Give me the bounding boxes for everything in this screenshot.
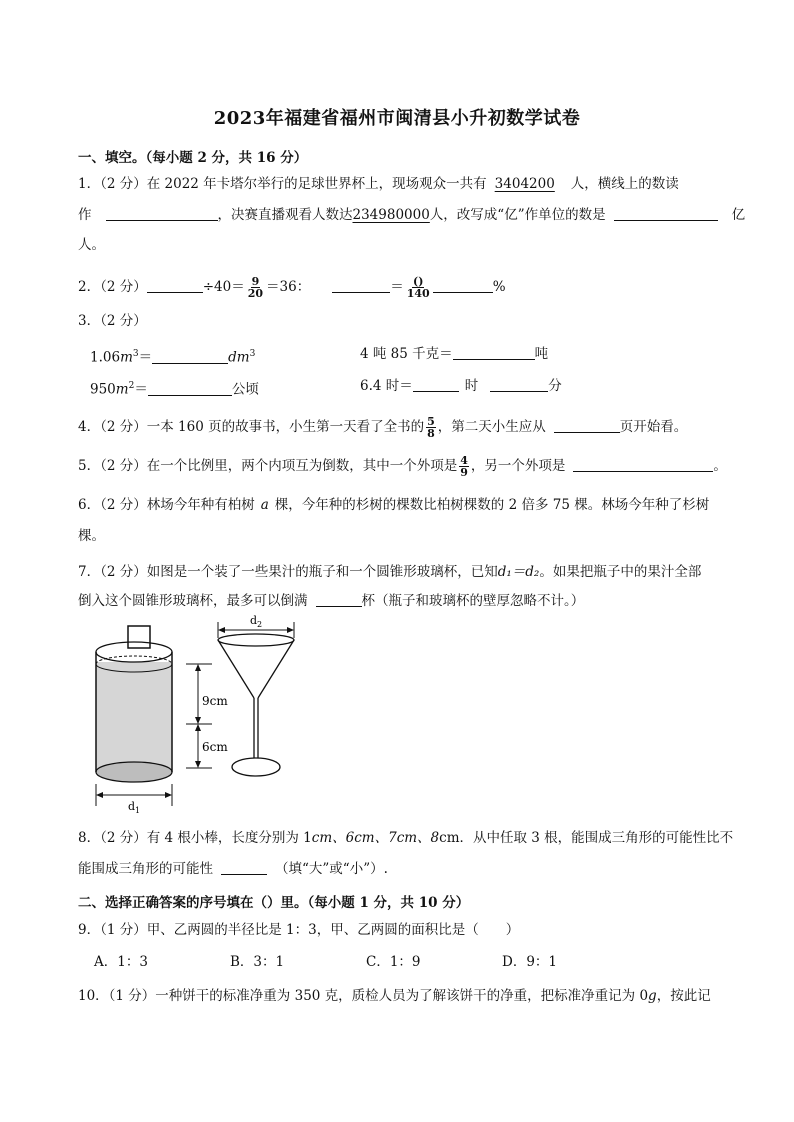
fraction-blank-140: $\frac{()}{140}$ <box>406 275 430 300</box>
bottle-bottom <box>96 762 172 782</box>
bottle-neck <box>128 626 150 648</box>
question-7-line-2: 倒入这个圆锥形玻璃杯，最多可以倒满 杯（瓶子和玻璃杯的壁厚忽略不计。） <box>78 593 585 609</box>
height-label-6cm: 6cm <box>202 740 228 754</box>
question-3-item-d: 6.4 时＝ 时 分 <box>360 378 562 394</box>
answer-blank[interactable] <box>152 349 228 364</box>
number-3404200: 3404200 <box>494 176 555 192</box>
question-1-line-1: 1．（2 分）在 2022 年卡塔尔举行的足球世界杯上，现场观众一共有 3404200 人，横线上的数读 <box>78 176 679 192</box>
question-5: 5．（2 分）在一个比例里，两个内项互为倒数，其中一个外项是 $\frac{4}{9}$ ，另一个外项是 。 <box>78 454 727 479</box>
answer-blank[interactable] <box>614 206 718 221</box>
answer-blank[interactable] <box>332 278 390 293</box>
answer-blank[interactable] <box>148 381 232 396</box>
answer-blank[interactable] <box>106 206 218 221</box>
question-8-line-2: 能围成三角形的可能性 （填“大”或“小”）. <box>78 861 388 877</box>
d2-label: $d_2$ <box>250 614 263 629</box>
question-9: 9．（1 分）甲、乙两圆的半径比是 1：3，甲、乙两圆的面积比是（ ） <box>78 922 520 938</box>
question-3-item-b: 4 吨 85 千克＝ 吨 <box>360 346 549 362</box>
question-1-line-3: 人。 <box>78 237 105 253</box>
option-d[interactable]: D．9：1 <box>502 954 558 970</box>
question-10-line-1: 10．（1 分）一种饼干的标准净重为 350 克，质检人员为了解该饼干的净重，把标准净重记为 0g，按此记 <box>78 988 711 1004</box>
answer-blank[interactable] <box>413 377 459 392</box>
section-1-heading: 一、填空。（每小题 2 分，共 16 分） <box>78 150 308 166</box>
bottle-top-front <box>96 652 172 662</box>
question-3-item-a: $1.06m^3= dm^3$ <box>90 349 256 366</box>
section-2-heading: 二、选择正确答案的序号填在（）里。（每小题 1 分，共 10 分） <box>78 895 470 911</box>
answer-blank[interactable] <box>573 457 713 472</box>
question-8-line-1: 8．（2 分）有 4 根小棒，长度分别为 1cm、6cm、7cm、8cm．从中任取 3 根，能围成三角形的可能性比不 <box>78 830 734 846</box>
option-a[interactable]: A．1：3 <box>94 954 148 970</box>
bottle-and-cone-figure <box>90 612 310 822</box>
d1-label: $d_1$ <box>128 800 141 815</box>
answer-blank[interactable] <box>316 592 362 607</box>
cone-rim <box>218 634 294 646</box>
answer-blank[interactable] <box>433 278 493 293</box>
fraction-4-9: $\frac{4}{9}$ <box>460 454 468 479</box>
question-4: 4．（2 分）一本 160 页的故事书，小生第一天看了全书的 $\frac{5}{8}$ ，第二天小生应从 页开始看。 <box>78 415 688 440</box>
fraction-5-8: $\frac{5}{8}$ <box>427 415 435 440</box>
option-c[interactable]: C．1：9 <box>366 954 421 970</box>
question-6-line-1: 6．（2 分）林场今年种有柏树 a 棵，今年种的杉树的棵数比柏树棵数的 2 倍多 75 棵。林场今年种了杉树 <box>78 497 710 513</box>
question-3-item-c: $950m^2=$ 公顷 <box>90 381 259 398</box>
answer-blank[interactable] <box>147 278 203 293</box>
height-label-9cm: 9cm <box>202 694 228 708</box>
question-1-line-2: 作 ，决赛直播观看人数达234980000人，改写成“亿”作单位的数是 亿 <box>78 207 746 223</box>
answer-blank[interactable] <box>221 860 267 875</box>
cone-base <box>232 758 280 776</box>
question-2: 2．（2 分） ÷40＝ $\frac{9}{20}$ ＝36： ＝ $\frac{()}{140}$ % <box>78 275 506 300</box>
question-7-line-1: 7．（2 分）如图是一个装了一些果汁的瓶子和一个圆锥形玻璃杯，已知d₁＝d₂。如果把瓶子中的果汁全部 <box>78 564 702 580</box>
option-b[interactable]: B．3：1 <box>230 954 285 970</box>
answer-blank[interactable] <box>490 377 548 392</box>
answer-blank[interactable] <box>453 345 535 360</box>
fraction-9-20: $\frac{9}{20}$ <box>247 275 264 300</box>
page-title: 2023年福建省福州市闽清县小升初数学试卷 <box>213 108 581 129</box>
number-234980000: 234980000 <box>352 207 430 223</box>
answer-blank[interactable] <box>554 418 620 433</box>
question-6-line-2: 棵。 <box>78 528 105 544</box>
question-3-label: 3．（2 分） <box>78 313 147 329</box>
